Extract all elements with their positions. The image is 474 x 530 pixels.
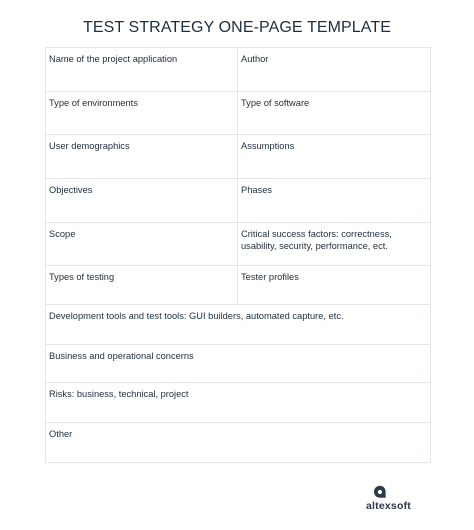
brand-name: altexsoft — [366, 500, 411, 512]
table-cell-success-factors[interactable]: Critical success factors: correctness, usability, security, performance, ect. — [238, 223, 431, 266]
table-row — [46, 179, 431, 223]
table-cell-user-demographics[interactable]: User demographics — [46, 135, 238, 179]
table-cell-business-concerns[interactable]: Business and operational concerns — [46, 345, 431, 383]
table-row — [46, 266, 431, 305]
table-cell-environments[interactable]: Type of environments — [46, 92, 238, 135]
table-cell-other[interactable]: Other — [46, 423, 431, 463]
table-cell-risks[interactable]: Risks: business, technical, project — [46, 383, 431, 423]
page-title: TEST STRATEGY ONE-PAGE TEMPLATE — [82, 19, 392, 36]
table-cell-author[interactable]: Author — [238, 48, 431, 92]
altexsoft-logo-icon — [373, 485, 387, 499]
table-cell-scope[interactable]: Scope — [46, 223, 238, 266]
table-cell-software-type[interactable]: Type of software — [238, 92, 431, 135]
template-table — [45, 47, 431, 463]
table-cell-phases[interactable]: Phases — [238, 179, 431, 223]
table-row — [46, 345, 431, 383]
table-row — [46, 223, 431, 266]
table-row — [46, 48, 431, 92]
table-row — [46, 383, 431, 423]
table-cell-types-of-testing[interactable]: Types of testing — [46, 266, 238, 305]
table-row — [46, 92, 431, 135]
table-row — [46, 135, 431, 179]
table-cell-assumptions[interactable]: Assumptions — [238, 135, 431, 179]
table-cell-dev-tools[interactable]: Development tools and test tools: GUI builders, automated capture, etc. — [46, 305, 431, 345]
table-cell-project-name[interactable]: Name of the project application — [46, 48, 238, 92]
table-cell-objectives[interactable]: Objectives — [46, 179, 238, 223]
table-row — [46, 305, 431, 345]
table-row — [46, 423, 431, 463]
table-cell-tester-profiles[interactable]: Tester profiles — [238, 266, 431, 305]
altexsoft-logo — [366, 485, 446, 511]
